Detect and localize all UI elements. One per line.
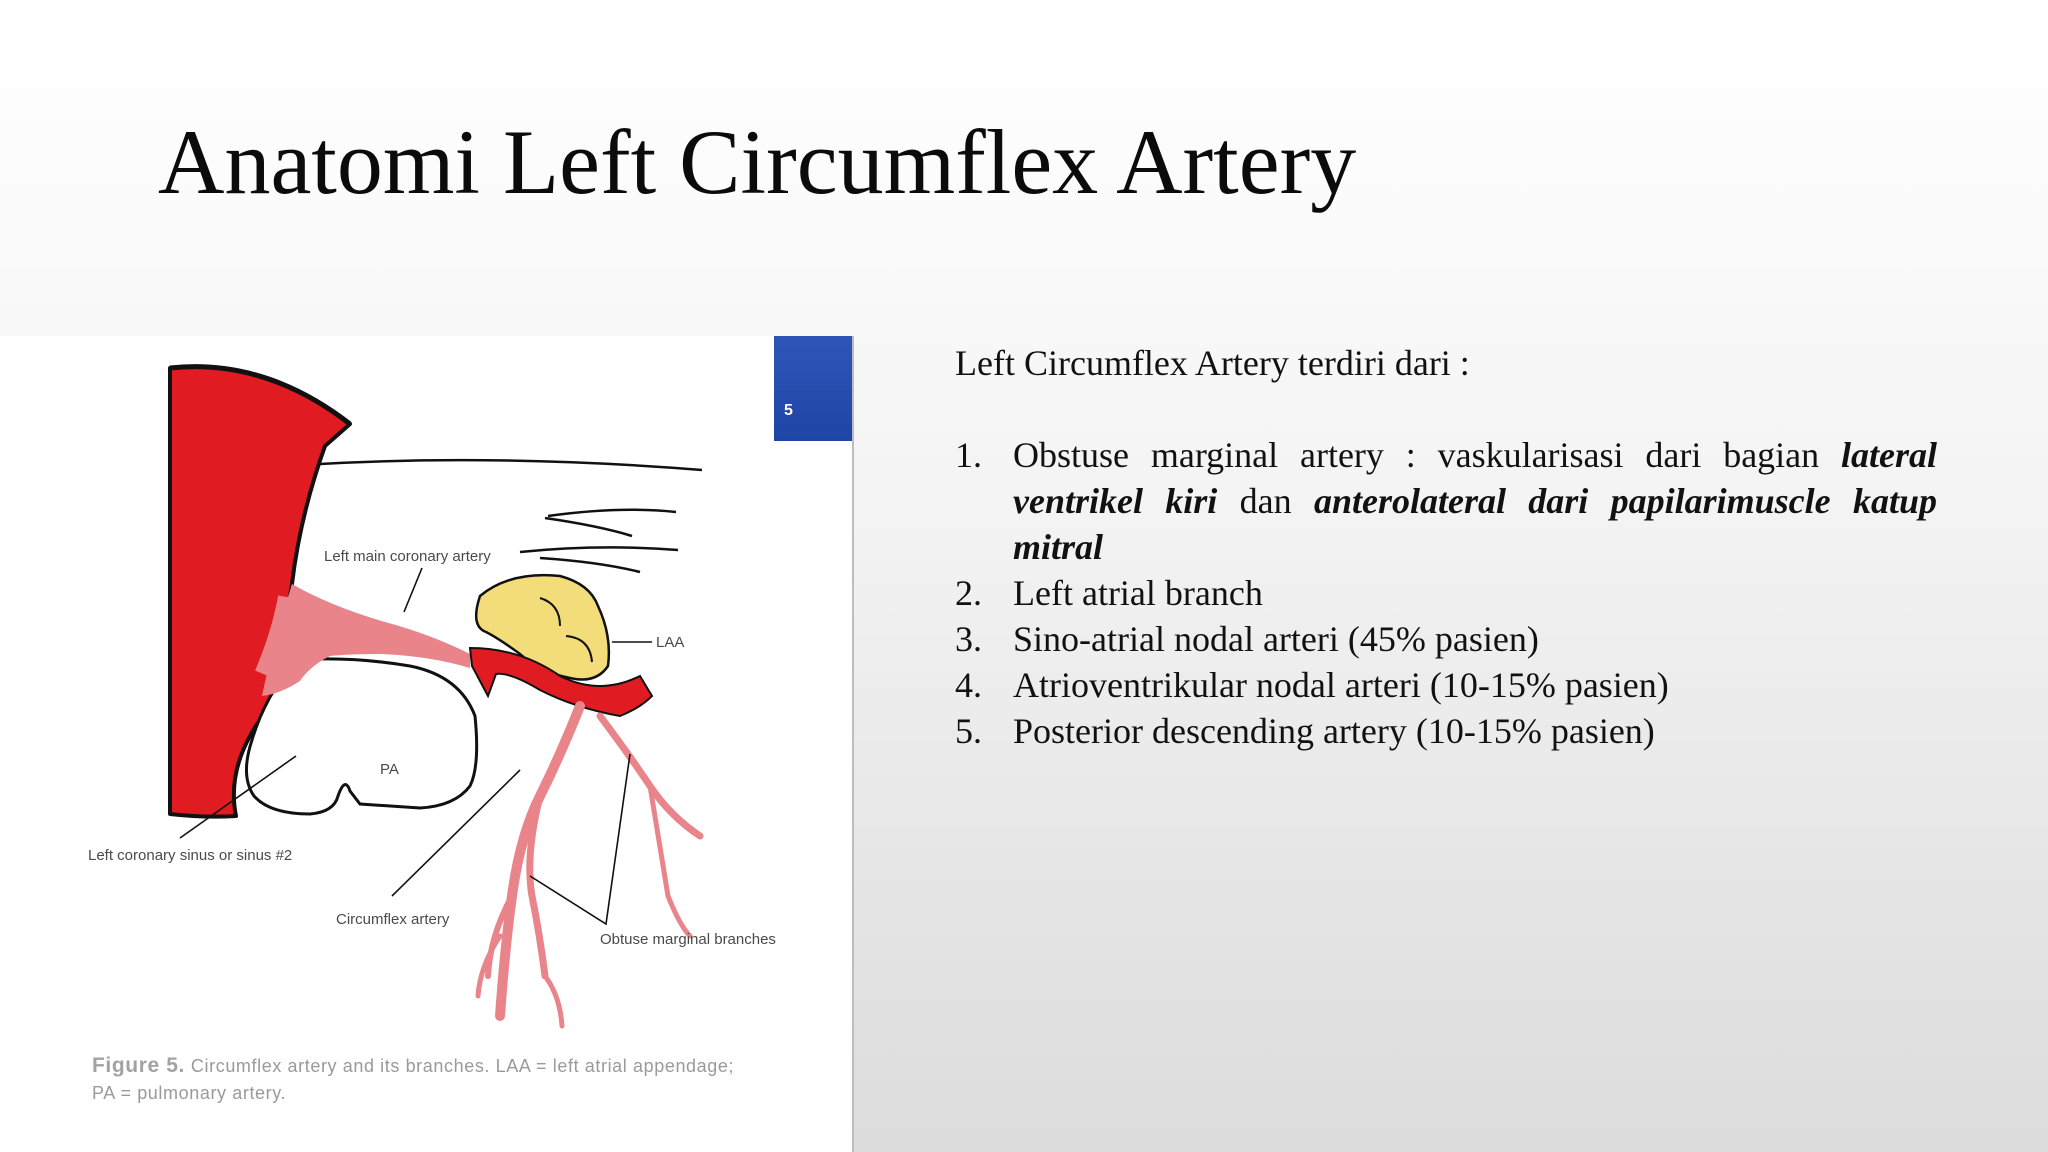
figure-caption-label: Figure 5.: [92, 1054, 185, 1077]
figure-caption: [92, 1052, 762, 1107]
slide-title: Anatomi Left Circumflex Artery: [158, 111, 1357, 213]
list-item: [955, 616, 1937, 662]
list-item-number: 4.: [955, 665, 982, 705]
label-laa: LAA: [656, 634, 685, 651]
label-circumflex-artery: Circumflex artery: [336, 911, 450, 928]
list-item: [955, 662, 1937, 708]
content-text-block: [955, 340, 1937, 754]
list-item-text: Atrioventrikular nodal arteri (10-15% pasien): [1013, 665, 1669, 705]
list-item-emphasis: anterolateral dari papilarimuscle katup mitral: [1013, 481, 1937, 567]
figure-panel: [0, 336, 854, 1152]
list-item-emphasis: lateral ventrikel kiri: [1013, 435, 1937, 521]
anatomy-illustration: [0, 336, 852, 1036]
list-item-number: 3.: [955, 619, 982, 659]
label-pa: PA: [380, 761, 399, 778]
page-number-tab: [774, 336, 852, 441]
list-item-number: 2.: [955, 573, 982, 613]
list-item: [955, 708, 1937, 754]
list-item-text: dan: [1217, 481, 1314, 521]
list-item-text: Obstuse marginal artery : vaskularisasi dari bagian: [1013, 435, 1841, 475]
label-obtuse-marginal: Obtuse marginal branches: [600, 931, 776, 948]
branch-list: [955, 432, 1937, 754]
list-item-text: Left atrial branch: [1013, 573, 1263, 613]
intro-text: Left Circumflex Artery terdiri dari :: [955, 343, 1470, 383]
page-number: 5: [784, 402, 793, 419]
figure-caption-text: Circumflex artery and its branches. LAA = left atrial appendage; PA = pulmonary artery.: [92, 1056, 735, 1103]
label-left-main-coronary: Left main coronary artery: [324, 548, 491, 565]
list-item-text: Posterior descending artery (10-15% pasien): [1013, 711, 1655, 751]
list-item: [955, 432, 1937, 570]
list-item-text: Sino-atrial nodal arteri (45% pasien): [1013, 619, 1539, 659]
list-item-number: 1.: [955, 435, 982, 475]
list-item: [955, 570, 1937, 616]
list-item-number: 5.: [955, 711, 982, 751]
label-left-coronary-sinus: Left coronary sinus or sinus #2: [88, 847, 293, 864]
